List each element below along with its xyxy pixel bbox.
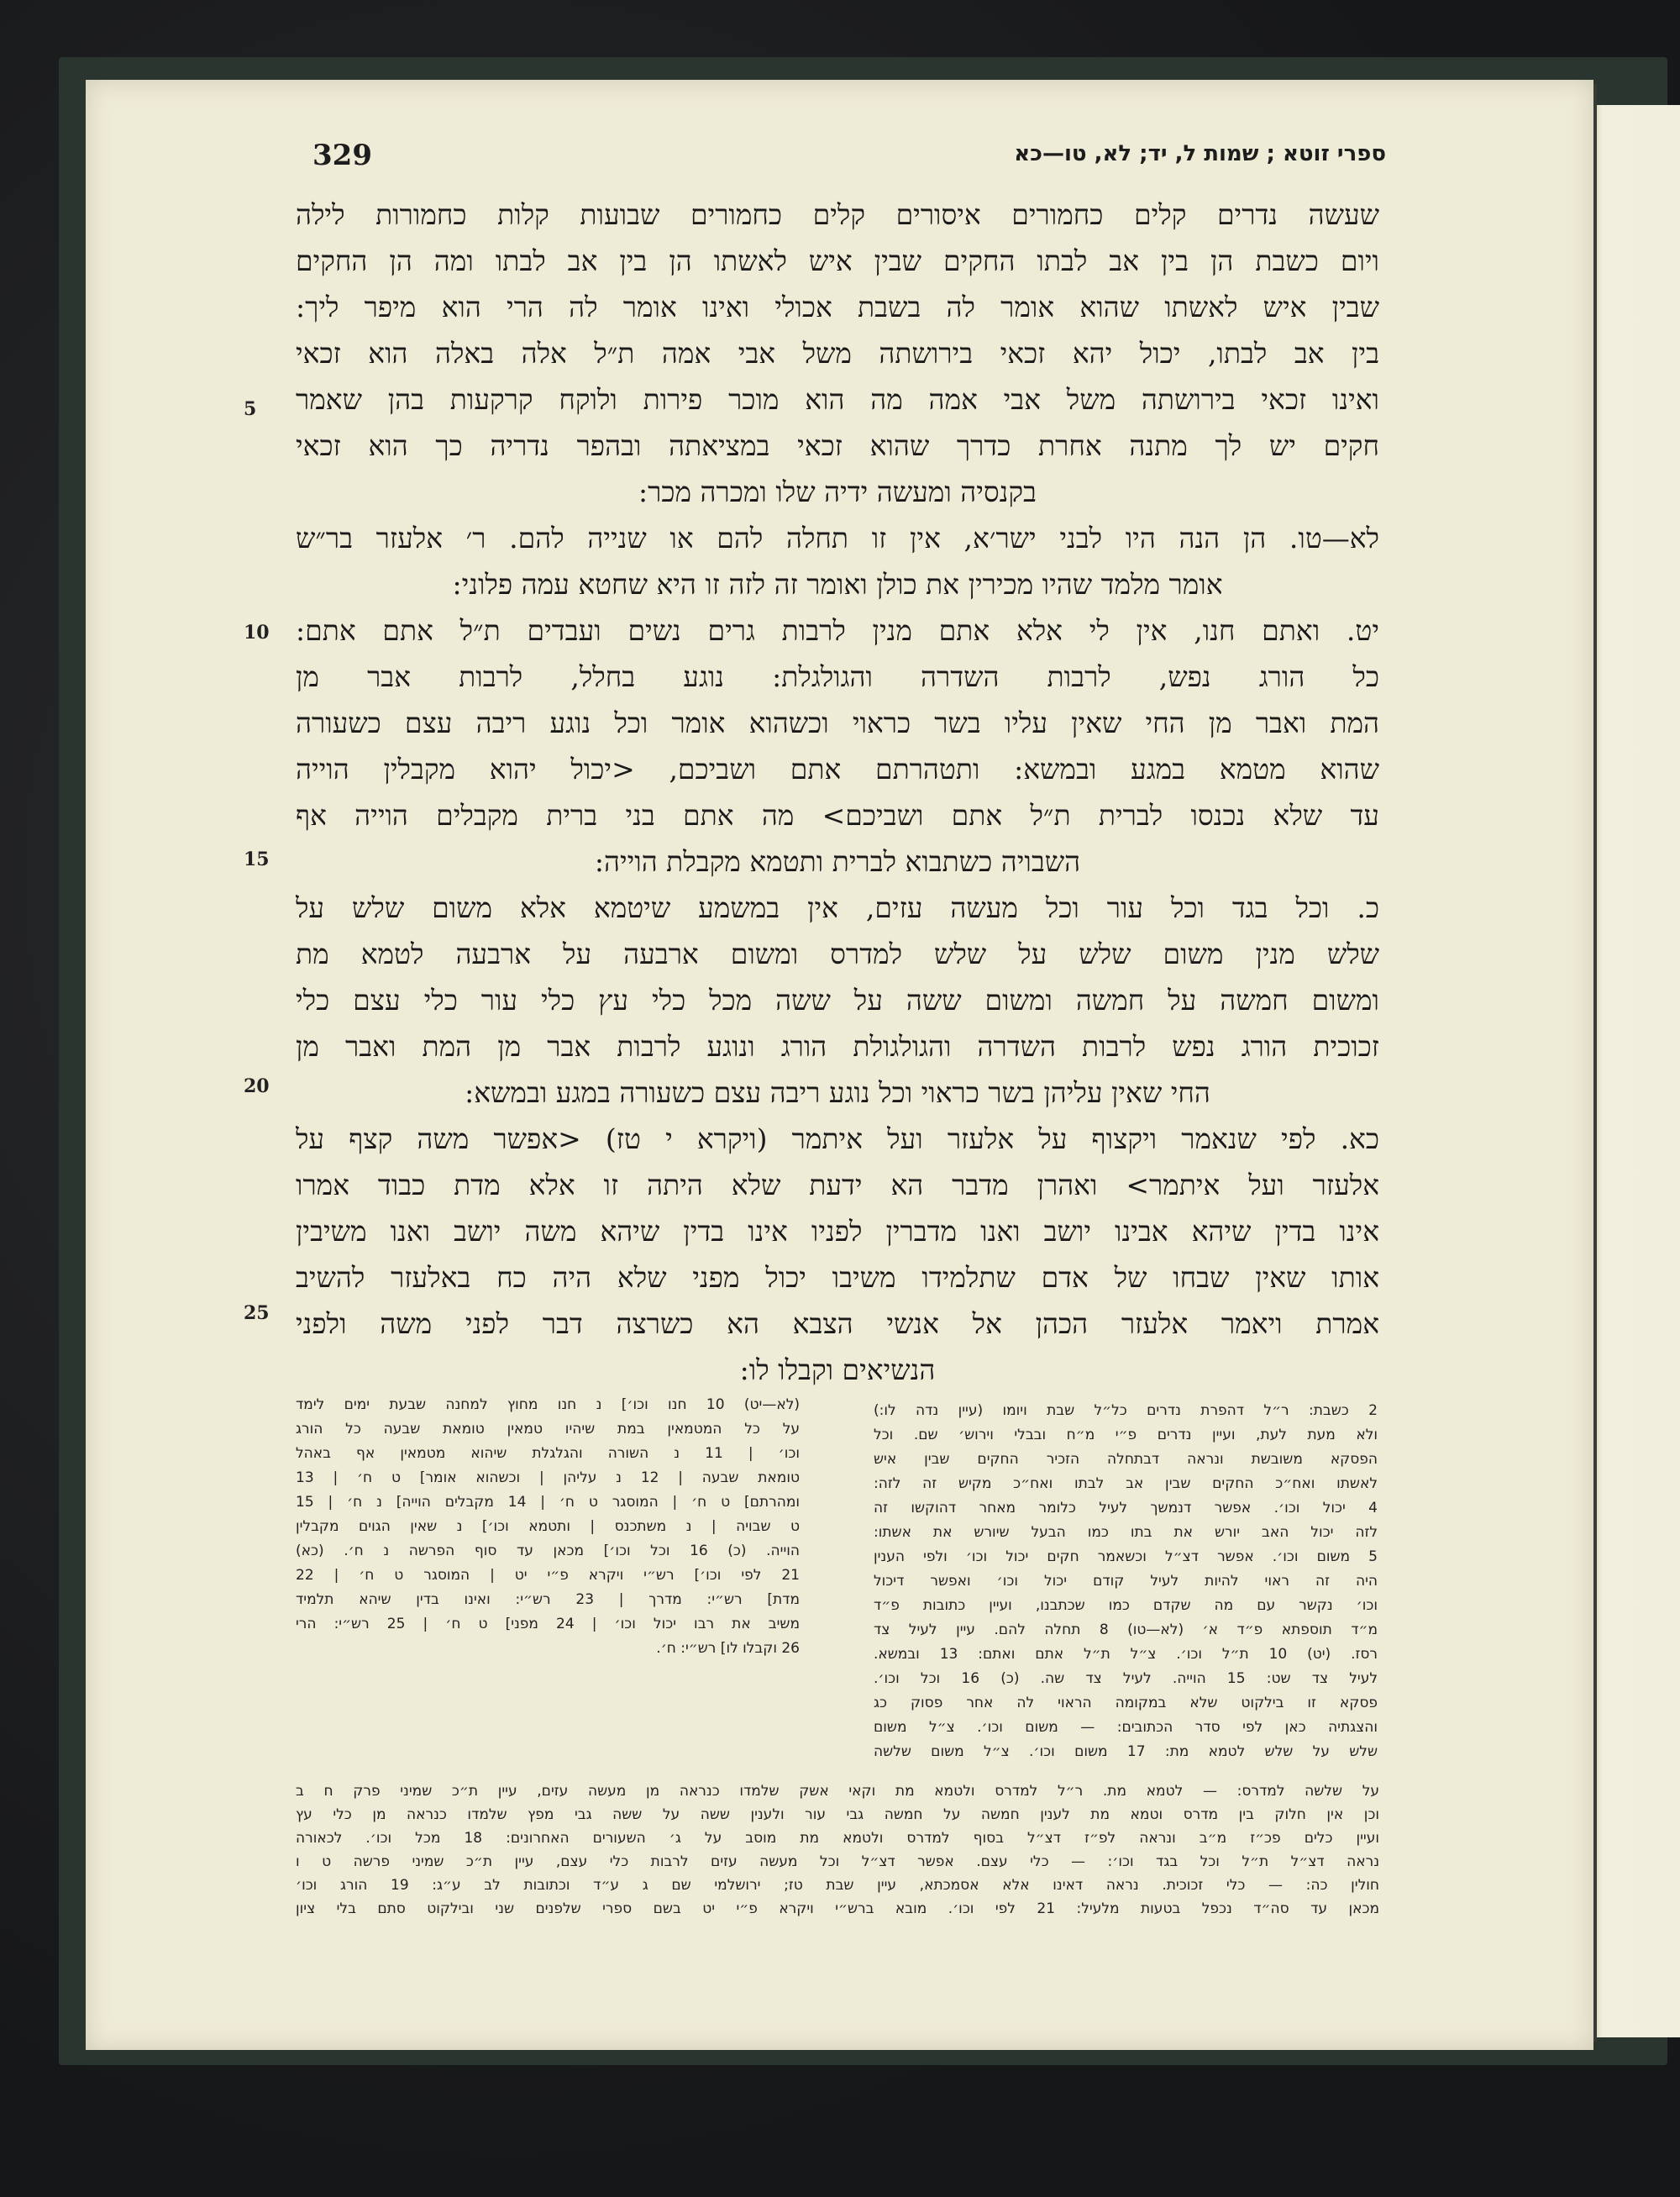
footnote-line: על שלשה למדרס: — לטמא מת. ר״ל למדרס ולטמא מת וקאי אשק שלמדו כנראה מן מעשה עזים, עיין ת״כ שמיני פרק ח ב (296, 1783, 1379, 1800)
text-line: כ. וכל בגד וכל עור וכל מעשה עזים, אין במשמע שיטמא אלא משום שלש על (296, 891, 1379, 924)
text-line: אותו שאין שבחו של אדם שתלמידו משיבו יכול מפני שלא היה כח באלעזר להשיב (296, 1261, 1379, 1294)
footnote-line: 26 וקבלו לו] רש״י: ח׳. (656, 1640, 800, 1657)
text-line: החי שאין עליהן בשר כראוי וכל נוגע ריבה עצם כשעורה במגע ובמשא: (465, 1076, 1210, 1109)
footnote-line: הפסקא משובשת ונראה דבתחלה הזכיר החקים שבין איש (874, 1451, 1378, 1468)
footnote-line: 21 לפי וכו׳] רש״י ויקרא פ״י יט | המוסגר ט ח׳ | 22 (296, 1567, 800, 1584)
footnote-line: וכו׳ נקשר עם מה שקדם כמו שכתבנו, ועיין כתובות פ״ד (874, 1597, 1378, 1614)
footnote-line: מדת] רש״י: מדרך | 23 רש״י: ואינו בדין שיהא תלמיד (296, 1591, 800, 1608)
text-line: המת ואבר מן החי שאין עליו בשר כראוי וכשהוא אומר וכל נוגע ריבה עצם כשעורה (296, 707, 1379, 739)
text-line: חקים יש לך מתנה אחרת כדרך שהוא זכאי במציאתה ובהפר נדריה כך הוא זכאי (296, 429, 1379, 462)
footnote-line: רסז. (יט) 10 ת״ל וכו׳. צ״ל ת״ל אתם ואתם: 13 ובמשא. (874, 1646, 1378, 1663)
text-line: לא—טו. הן הנה היו לבני ישר׳א, אין זו תחלה להם או שנייה להם. ר׳ אלעזר בר״ש (296, 522, 1379, 555)
footnote-line: (לא—יט) 10 חנו וכו׳] נ חנו מחוץ למחנה שבעת ימים לימד (296, 1396, 800, 1413)
text-line: אלעזר ועל איתמר> ואהרן מדבר הא ידעת שלא היתה זו אלא מדת כבוד אמרו (296, 1169, 1379, 1201)
footnotes-wide-block (296, 1779, 1379, 1921)
text-line: יט. ואתם חנו, אין לי אלא אתם מנין לרבות גרים נשים ועבדים ת״ל אתם אתם: (296, 614, 1379, 647)
footnote-line: ולא מעת לעת, ועיין נדרים פ״י מ״ח ובבלי וירוש׳ שם. וכל (874, 1427, 1378, 1443)
text-line: ואינו זכאי בירושתה משל אבי אמה מה הוא מוכר פירות ולוקח קרקעות בהן שאמר (296, 383, 1379, 416)
text-line: השבויה כשתבוא לברית ותטמא מקבלת הוייה: (594, 845, 1081, 878)
footnote-line: פסקא זו בילקוט שלא במקומה הראוי לה אחר פסוק כג (874, 1695, 1378, 1711)
footnote-line: לזה יכול האב יורש את בתו כמו הבעל שיורש את אשתו: (874, 1524, 1378, 1541)
footnotes-right-column (874, 1399, 1378, 1764)
line-number: 15 (244, 849, 270, 870)
line-number: 10 (244, 622, 270, 644)
text-line: אמרת ויאמר אלעזר הכהן אל אנשי הצבא הא כשרצה דבר לפני משה ולפני (296, 1307, 1379, 1340)
text-line: שלש מנין משום שלש על שלש למדרס ומשום ארבעה על ארבעה לטמא מת (296, 938, 1379, 970)
text-line: כא. לפי שנאמר ויקצוף על אלעזר ועל איתמר (ויקרא י טז) <אפשר משה קצף על (296, 1122, 1379, 1155)
footnote-line: לאשתו ואח״כ החקים שבין אב לבתו ואח״כ מקיש זה לזה: (874, 1475, 1378, 1492)
footnote-line: נראה דצ״ל ת״ל וכל בגד וכו׳: — כלי עצם. אפשר דצ״ל וכל מעשה עזים לרבות כלי עצם, עיין ת״כ שמיני פרשה ט ו (296, 1853, 1379, 1870)
footnote-line: וכו׳ | 11 נ השורה והגלגלת שיהוא מטמאין אף באהל (296, 1445, 800, 1462)
text-line: ויום כשבת הן בין אב לבתו החקים שבין איש לאשתו הן בין אב לבתו ומה הן החקים (296, 244, 1379, 277)
footnote-line: 2 כשבת: ר״ל דהפרת נדרים כל״ל שבת ויומו (עיין נדה לו:) (874, 1402, 1378, 1419)
text-line: שהוא מטמא במגע ובמשא: ותטהרתם אתם ושביכם, <יכול יהוא מקבלין הוייה (296, 753, 1379, 786)
main-text-block (296, 192, 1379, 1393)
running-header: ספרי זוטא ; שמות ל, יד; לא, טו—כא (1014, 141, 1386, 166)
text-line: זכוכית הורג נפש לרבות השדרה והגולגולת הורג ונוגע לרבות אבר מן המת ואבר מן (296, 1030, 1379, 1063)
facing-page-edge (1593, 105, 1680, 2037)
footnote-line: טומאת שבעה | 12 נ עליהן | וכשהוא אומר] ט ח׳ | 13 (296, 1469, 800, 1486)
text-line: עד שלא נכנסו לברית ת״ל אתם ושביכם> מה אתם בני ברית מקבלים הוייה אף (296, 799, 1379, 832)
text-line: בין אב לבתו, יכול יהא זכאי בירושתה משל אבי אמה ת״ל אלה באלה הוא זכאי (296, 337, 1379, 370)
footnote-line: 4 יכול וכו׳. אפשר דנמשך לעיל כלומר מאחר דהוקשו זה (874, 1500, 1378, 1516)
line-number: 25 (244, 1302, 270, 1324)
footnote-line: היה זה ראוי להיות לעיל קודם יכול וכו׳ ואפשר דיכול (874, 1573, 1378, 1590)
footnote-line: מ״ד תוספתא פ״ד א׳ (לא—טו) 8 תחלה להם. עיין לעיל צד (874, 1621, 1378, 1638)
footnote-line: 5 משום וכו׳. אפשר דצ״ל וכשאמר חקים יכול וכו׳ ולפי הענין (874, 1548, 1378, 1565)
page-number: 329 (312, 139, 372, 172)
text-line: אינו בדין שיהא אבינו יושב ואנו מדברין לפניו אינו בדין שיהא משה יושב ואנו משיבין (296, 1215, 1379, 1248)
footnote-line: ט שבויה | נ משתכנס | ותטמא וכו׳] נ שאין הגוים מקבלין (296, 1518, 800, 1535)
footnote-line: ומהרתם] ט ח׳ | המוסגר ט ח׳ | 14 מקבלים הוייה] נ ח׳ | 15 (296, 1494, 800, 1511)
text-line: שבין איש לאשתו שהוא אומר לה בשבת אכולי ואינו אומר לה הרי הוא מיפר ליך: (296, 291, 1379, 323)
footnote-line: שלש על שלש לטמא מת: 17 משום וכו׳. צ״ל משום שלשה (874, 1743, 1378, 1760)
footnote-line: לעיל צד שט: 15 הוייה. לעיל צד שה. (כ) 16 וכל וכו׳. (874, 1670, 1378, 1687)
footnote-line: על כל המטמאין במת שיהיו טמאין טומאת שבעה כל הורג (296, 1421, 800, 1438)
page-gutter-line (1593, 84, 1597, 2042)
text-line: בקנסיה ומעשה ידיה שלו ומכרה מכר: (638, 476, 1037, 508)
footnote-line: חולין כה: — כלי זכוכית. נראה דאינו אלא אסמכתא, עיין שבת טז; ירושלמי שם ג ע״ד וכתובות לב ע״ג: 19 הורג וכו׳ (296, 1877, 1379, 1894)
footnote-line: הוייה. (כ) 16 וכל וכו׳] מכאן עד סוף הפרשה נ ח׳. (כא) (296, 1543, 800, 1559)
text-line: הנשיאים וקבלו לו: (739, 1353, 936, 1386)
line-number: 20 (244, 1075, 270, 1097)
footnote-line: משיב את רבו יכול וכו׳ | 24 מפני] ט ח׳ | 25 רש״י: הרי (296, 1616, 800, 1632)
text-line: כל הורג נפש, לרבות השדרה והגולגלת: נוגע בחלל, לרבות אבר מן (296, 660, 1379, 693)
footnote-line: וכן אין חלוק בין מדרס וטמא מת לענין חמשה על חמשה גבי עור ולענין ששה על ששה גבי מפץ שלמדו כנראה מן כלי עץ (296, 1806, 1379, 1823)
text-line: שעשה נדרים קלים כחמורים איסורים קלים כחמורים שבועות קלות כחמורות לילה (296, 198, 1379, 231)
footnotes-left-column (296, 1393, 800, 1661)
footnote-line: מכאן עד סה״ד נכפל בטעות מלעיל: 21 לפי וכו׳. מובא ברש״י ויקרא פ״י יט בשם ספרי שלפנים שני ובילקוט סתם בלי ציון (296, 1900, 1379, 1917)
footnote-line: והצגתיה כאן לפי סדר הכתובים: — משום וכו׳. צ״ל משום (874, 1719, 1378, 1736)
text-line: ומשום חמשה על חמשה ומשום ששה על ששה מכל כלי עץ כלי עור כלי עצם כלי (296, 984, 1379, 1017)
text-line: אומר מלמד שהיו מכירין את כולן ואומר זה לזה זו היא שחטא עמה פלוני: (452, 568, 1223, 601)
line-number: 5 (244, 398, 257, 420)
footnote-line: ועיין כלים פכ״ז מ״ב ונראה לפ״ז דצ״ל בסוף למדרס ולטמא מת מוסב על ג׳ השעורים האחרונים: 18 מכל וכו׳. לכאורה (296, 1830, 1379, 1847)
